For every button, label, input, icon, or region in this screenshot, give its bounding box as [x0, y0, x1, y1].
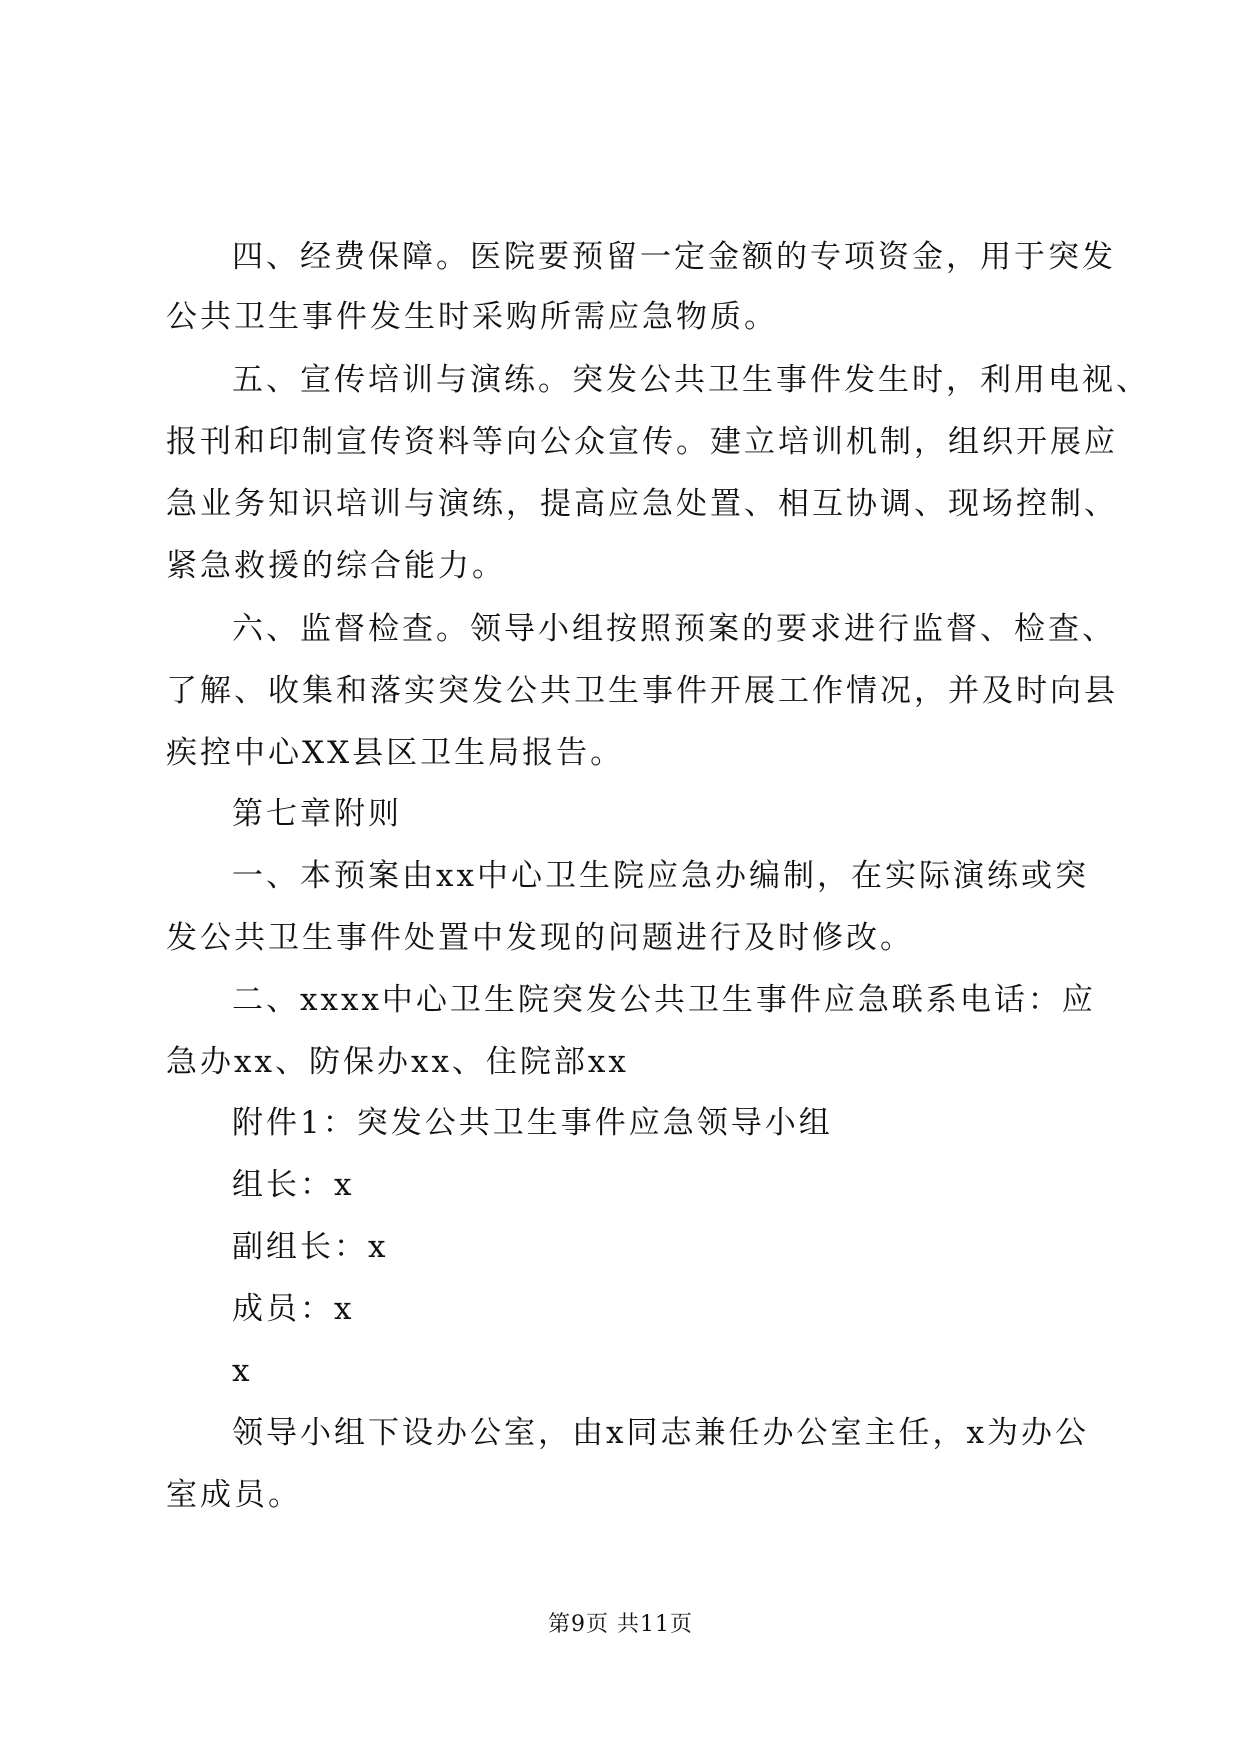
paragraph-supervision-line-2: 了解、收集和落实突发公共卫生事件开展工作情况，并及时向县 [166, 673, 1118, 709]
members-continued-line: x [232, 1353, 253, 1389]
paragraph-contact-line-2: 急办xx、防保办xx、住院部xx [166, 1044, 629, 1080]
paragraph-compilation-line-1: 一、本预案由xx中心卫生院应急办编制，在实际演练或突 [232, 858, 1089, 894]
group-leader-line: 组长：x [232, 1167, 355, 1203]
deputy-leader-line: 副组长：x [232, 1229, 389, 1265]
office-paragraph-line-1: 领导小组下设办公室，由x同志兼任办公室主任，x为办公 [232, 1415, 1089, 1451]
paragraph-supervision-line-3: 疾控中心XX县区卫生局报告。 [166, 735, 625, 771]
paragraph-training-line-4: 紧急救援的综合能力。 [166, 548, 506, 584]
paragraph-funding-line-2: 公共卫生事件发生时采购所需应急物质。 [166, 299, 778, 335]
paragraph-contact-line-1: 二、xxxx中心卫生院突发公共卫生事件应急联系电话：应 [232, 982, 1096, 1018]
appendix-title: 附件1：突发公共卫生事件应急领导小组 [232, 1105, 833, 1141]
paragraph-supervision-line-1: 六、监督检查。领导小组按照预案的要求进行监督、检查、 [232, 611, 1116, 647]
paragraph-compilation-line-2: 发公共卫生事件处置中发现的问题进行及时修改。 [166, 920, 914, 956]
paragraph-funding-line-1: 四、经费保障。医院要预留一定金额的专项资金，用于突发 [232, 239, 1116, 275]
paragraph-training-line-3: 急业务知识培训与演练，提高应急处置、相互协调、现场控制、 [166, 486, 1118, 522]
paragraph-training-line-2: 报刊和印制宣传资料等向公众宣传。建立培训机制，组织开展应 [166, 424, 1118, 460]
office-paragraph-line-2: 室成员。 [166, 1477, 302, 1513]
page-footer: 第9页 共11页 [548, 1612, 693, 1637]
members-line: 成员：x [232, 1291, 355, 1327]
chapter-heading: 第七章附则 [232, 796, 402, 832]
paragraph-training-line-1: 五、宣传培训与演练。突发公共卫生事件发生时，利用电视、 [232, 362, 1150, 398]
